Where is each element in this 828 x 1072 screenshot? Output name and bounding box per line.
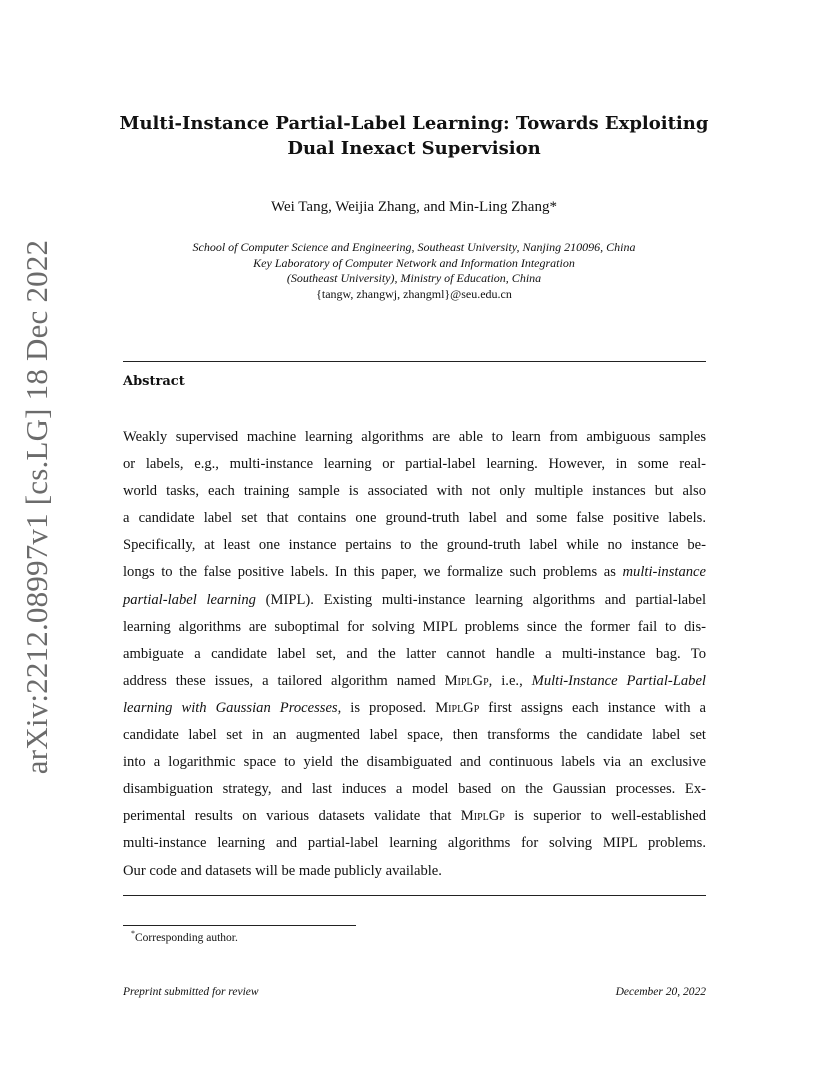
abstract-text: , is proposed. (337, 699, 436, 716)
abstract-line (123, 587, 706, 614)
algorithm-name: MiplGp (444, 672, 489, 689)
abstract-text: longs to the false positive labels. In this paper, we formalize such problems as (123, 564, 623, 581)
footnote-text: Corresponding author. (135, 931, 238, 944)
abstract-top-rule (123, 361, 706, 362)
abstract-line: disambiguation strategy, and last induces a model based on the Gaussian processes. Ex- (123, 781, 706, 798)
abstract-line: Specifically, at least one instance pertains to the ground-truth label while no instance be- (123, 537, 706, 554)
abstract-line: candidate label set in an augmented label space, then transforms the candidate label set (123, 727, 706, 744)
arxiv-identifier: arXiv:2212.08997v1 [cs.LG] 18 Dec 2022 (19, 239, 54, 775)
abstract-term-mipl: multi-instance (622, 564, 706, 581)
abstract-line (123, 559, 706, 586)
abstract-text: is superior to well-established (504, 808, 706, 825)
author-emails: {tangw, zhangwj, zhangml}@seu.edu.cn (316, 286, 512, 301)
abstract-line: world tasks, each training sample is associated with not only multiple instances but also (123, 483, 706, 500)
abstract-line: into a logarithmic space to yield the disambiguated and continuous labels via an exclusive (123, 754, 706, 771)
abstract-line (123, 695, 706, 722)
abstract-heading: Abstract (123, 374, 185, 389)
footnote-rule (123, 925, 356, 926)
abstract-line: Our code and datasets will be made publicly available. (123, 862, 442, 879)
algorithm-name: MiplGp (435, 699, 480, 716)
abstract-line: a candidate label set that contains one ground-truth label and some false positive labels. (123, 510, 706, 527)
abstract-text: address these issues, a tailored algorithm named (123, 672, 445, 689)
affiliation-line-2: Key Laboratory of Computer Network and Information Integration (253, 255, 575, 270)
abstract-line: Weakly supervised machine learning algorithms are able to learn from ambiguous samples (123, 429, 706, 445)
algorithm-expansion-cont: learning with Gaussian Processes (123, 699, 338, 716)
affiliations (0, 240, 828, 302)
abstract-body (123, 424, 706, 885)
abstract-line: ambiguate a candidate label set, and the latter cannot handle a multi-instance bag. To (123, 645, 706, 662)
affiliation-line-3: (Southeast University), Ministry of Education, China (286, 271, 542, 285)
paper-title (0, 111, 828, 161)
paper-title-line-1: Multi-Instance Partial-Label Learning: Towards Exploiting (119, 113, 709, 134)
abstract-line (123, 803, 706, 830)
abstract-bottom-rule (123, 895, 706, 896)
affiliation-line-1: School of Computer Science and Engineering, Southeast University, Nanjing 210096, China (192, 240, 636, 254)
footer-preprint-note: Preprint submitted for review (123, 986, 259, 998)
paper-authors: Wei Tang, Weijia Zhang, and Min-Ling Zhang* (271, 199, 557, 215)
algorithm-expansion: Multi-Instance Partial-Label (531, 672, 706, 689)
abstract-line: learning algorithms are suboptimal for solving MIPL problems since the former fail to dis- (123, 618, 706, 635)
abstract-text: , i.e., (488, 672, 532, 689)
algorithm-name: MiplGp (460, 808, 505, 825)
footnote (131, 929, 238, 944)
abstract-line (123, 668, 706, 695)
footnote-mark: * (131, 929, 135, 938)
abstract-text: perimental results on various datasets validate that (123, 808, 461, 825)
abstract-text: first assigns each instance with a (479, 699, 707, 716)
abstract-text: (MIPL). Existing multi-instance learning algorithms and partial-label (255, 591, 706, 608)
footer-date: December 20, 2022 (615, 986, 706, 998)
paper-title-line-2: Dual Inexact Supervision (287, 138, 541, 159)
abstract-line: multi-instance learning and partial-label learning algorithms for solving MIPL problems. (123, 835, 706, 852)
abstract-term-mipl-cont: partial-label learning (123, 591, 256, 608)
abstract-line: or labels, e.g., multi-instance learning or partial-label learning. However, in some real- (123, 456, 706, 473)
